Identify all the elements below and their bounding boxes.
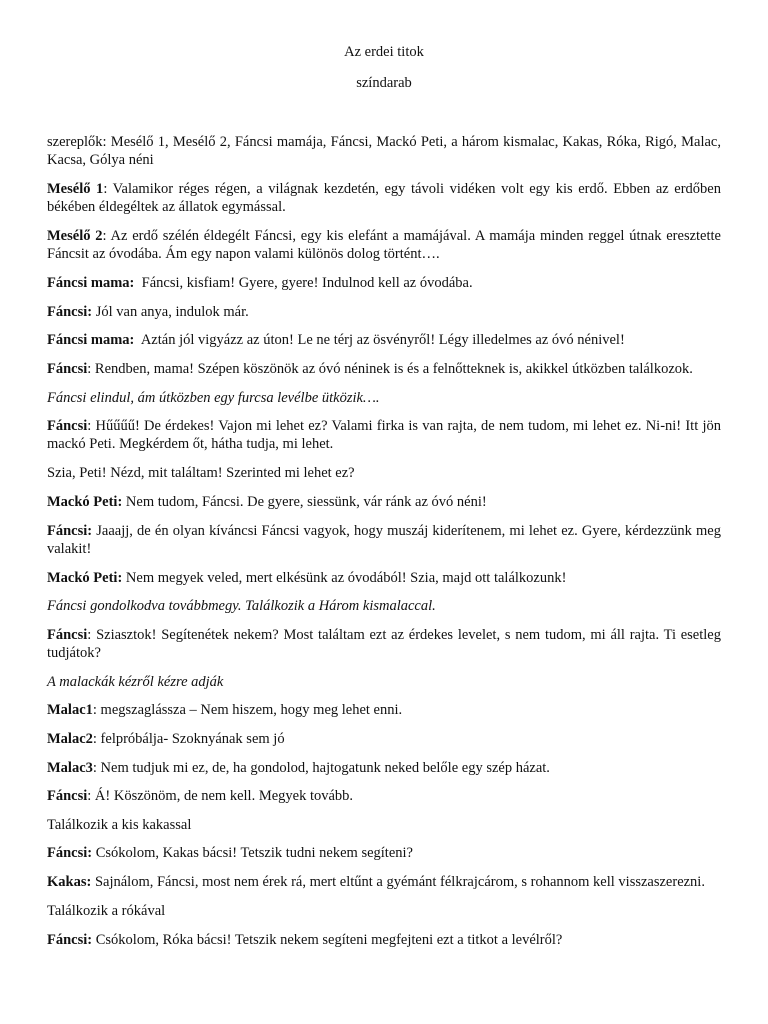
dialogue-line: Fáncsi: Á! Köszönöm, de nem kell. Megyek tovább. bbox=[47, 788, 354, 805]
stage-direction: A malackák kézről kézre adják bbox=[47, 673, 224, 690]
dialogue-line: Malac1: megszaglássza – Nem hiszem, hogy meg lehet enni. bbox=[47, 702, 403, 719]
document-title: Az erdei titok bbox=[344, 44, 424, 60]
speaker-name: Fáncsi bbox=[47, 626, 88, 643]
dialogue-line: Fáncsi mama: Aztán jól vigyázz az úton! Le ne térj az ösvényről! Légy illedelmes az óvó nénivel! bbox=[47, 332, 625, 349]
speaker-name: Malac3 bbox=[47, 759, 93, 776]
dialogue-line: Fáncsi: Hűűűű! De érdekes! Vajon mi lehet ez? Valami firka is van rajta, de nem tudom, mi lehet ez. Ni-ni! Itt jön mackó Peti. Megkérdem őt, hátha tudja, mi lehet. bbox=[47, 418, 721, 453]
speaker-name: Malac2 bbox=[47, 730, 93, 747]
stage-direction: Fáncsi elindul, ám útközben egy furcsa levélbe ütközik…. bbox=[47, 389, 380, 406]
speaker-name: Kakas: bbox=[47, 873, 92, 890]
speaker-name: Fáncsi bbox=[47, 418, 88, 435]
speaker-name: Fáncsi mama: bbox=[47, 332, 135, 349]
dialogue-line: Fáncsi: Jaaajj, de én olyan kíváncsi Fáncsi vagyok, hogy muszáj kiderítenem, mi lehet ez. Gyere, kérdezzünk meg valakit! bbox=[47, 522, 721, 557]
speaker-name: Malac1 bbox=[47, 702, 93, 719]
speaker-name: Mackó Peti: bbox=[47, 569, 123, 586]
speaker-name: Fáncsi mama: bbox=[47, 275, 135, 291]
dialogue-line: Malac2: felpróbálja- Szoknyának sem jó bbox=[47, 730, 285, 747]
speaker-name: Fáncsi: bbox=[47, 522, 93, 539]
speaker-name: Fáncsi: bbox=[47, 845, 93, 862]
speaker-name: Fáncsi bbox=[47, 360, 88, 377]
dialogue-line: Mackó Peti: Nem megyek veled, mert elkésünk az óvodából! Szia, majd ott találkozunk! bbox=[47, 569, 567, 586]
dialogue-line: Fáncsi: Rendben, mama! Szépen köszönök az óvó néninek is és a felnőtteknek is, akikkel útközben találkozok. bbox=[47, 360, 693, 377]
speaker-name: Fáncsi: bbox=[47, 303, 93, 320]
dialogue-line: Mackó Peti: Nem tudom, Fáncsi. De gyere, siessünk, vár ránk az óvó néni! bbox=[47, 493, 487, 510]
dialogue-line: Fáncsi mama: Fáncsi, kisfiam! Gyere, gyere! Indulnod kell az óvodába. bbox=[47, 275, 473, 291]
speaker-name: Mesélő 1 bbox=[47, 181, 104, 197]
dialogue-line: Fáncsi: Sziasztok! Segítenétek nekem? Most találtam ezt az érdekes levelet, s nem tudom, mi áll rajta. Ti esetleg tudjátok? bbox=[47, 626, 721, 661]
dialogue-line: Találkozik a kis kakassal bbox=[47, 816, 192, 833]
speaker-name: Mackó Peti: bbox=[47, 493, 123, 510]
dialogue-line: Mesélő 1: Valamikor réges régen, a világnak kezdetén, egy távoli vidéken volt egy kis erdő. Ebben az erdőben békében éldegéltek az állatok egymással. bbox=[47, 181, 721, 215]
speaker-name: Mesélő 2 bbox=[47, 228, 103, 244]
speaker-name: Fáncsi bbox=[47, 788, 88, 805]
dialogue-line: Találkozik a rókával bbox=[47, 902, 166, 919]
dialogue-line: Malac3: Nem tudjuk mi ez, de, ha gondolod, hajtogatunk neked belőle egy szép házat. bbox=[47, 759, 550, 776]
dialogue-line: Fáncsi: Csókolom, Róka bácsi! Tetszik nekem segíteni megfejteni ezt a titkot a levélről? bbox=[47, 931, 563, 948]
dialogue-line: Fáncsi: Jól van anya, indulok már. bbox=[47, 303, 249, 320]
cast-list: szereplők: Mesélő 1, Mesélő 2, Fáncsi mamája, Fáncsi, Mackó Peti, a három kismalac, Kakas, Róka, Rigó, Malac, Kacsa, Gólya néni bbox=[47, 134, 721, 168]
dialogue-line: Kakas: Sajnálom, Fáncsi, most nem érek rá, mert eltűnt a gyémánt félkrajcárom, s rohannom kell visszaszerezni. bbox=[47, 873, 705, 890]
dialogue-line: Fáncsi: Csókolom, Kakas bácsi! Tetszik tudni nekem segíteni? bbox=[47, 845, 413, 862]
dialogue-line: Szia, Peti! Nézd, mit találtam! Szerinted mi lehet ez? bbox=[47, 465, 355, 482]
speaker-name: Fáncsi: bbox=[47, 931, 93, 948]
script-body bbox=[47, 133, 721, 959]
document-subtitle: színdarab bbox=[356, 75, 412, 91]
dialogue-line: Mesélő 2: Az erdő szélén éldegélt Fáncsi, egy kis elefánt a mamájával. A mamája minden reggel útnak eresztette Fáncsit az óvodába. Ám egy napon valami különös dolog történt…. bbox=[47, 228, 721, 262]
stage-direction: Fáncsi gondolkodva továbbmegy. Találkozik a Három kismalaccal. bbox=[47, 598, 436, 615]
